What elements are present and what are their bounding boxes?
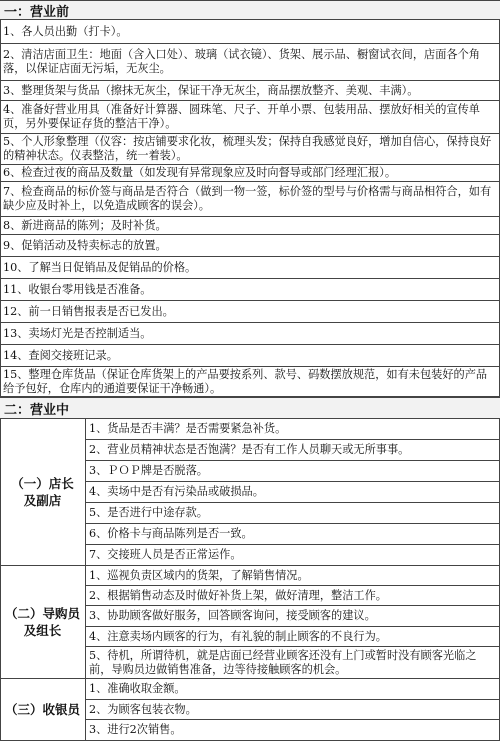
list-item: 5、待机，所谓待机，就是店面已经营业顾客还没有上门或暂时没有顾客光临之前，导购员边做销售准备，边等待接触顾客的机会。 xyxy=(89,648,477,676)
list-item: 15、整理仓库货品（保证仓库货架上的产品要按系列、款号、码数摆放规范，如有未包装好的产品给予包好，仓库内的通道要保证干净畅通）。 xyxy=(3,367,488,395)
table-row xyxy=(86,606,500,627)
table-row xyxy=(86,419,500,440)
table-row xyxy=(86,679,500,700)
table-row xyxy=(0,182,500,217)
table-row xyxy=(86,482,500,503)
section-title: 一：营业前 xyxy=(4,4,70,20)
list-item: 10、了解当日促销品及促销品的价格。 xyxy=(3,260,197,274)
table-row xyxy=(0,20,500,44)
list-item: 12、前一日销售报表是否已发出。 xyxy=(3,304,174,318)
list-item: 13、卖场灯光是否控制适当。 xyxy=(3,326,152,340)
table-row xyxy=(86,503,500,524)
section-title: 二：营业中 xyxy=(4,402,70,418)
list-item: 7、交接班人员是否正常运作。 xyxy=(89,548,242,561)
table-row xyxy=(0,345,500,367)
list-item: 1、货品是否丰满？是否需要紧急补货。 xyxy=(89,422,287,435)
table-row xyxy=(0,323,500,345)
table-row xyxy=(0,279,500,301)
table-row xyxy=(0,44,500,81)
table-row xyxy=(86,647,500,679)
list-item: 7、检查商品的标价签与商品是否符合（做到一物一签，标价签的型号与价格需与商品相符合，如有缺少应及时补上，以免造成顾客的误会）。 xyxy=(3,185,492,212)
section-header-before-opening xyxy=(0,0,500,20)
table-row xyxy=(86,627,500,647)
table-row xyxy=(0,257,500,279)
table-row xyxy=(86,720,500,741)
group-label: （一）店长 及副店 xyxy=(11,476,74,508)
table-row xyxy=(86,524,500,545)
list-item: 11、收银台零用钱是否准备。 xyxy=(3,282,152,296)
group-label-cashier xyxy=(0,679,86,741)
list-item: 6、检查过夜的商品及数量（如发现有异常现象应及时向督导或部门经理汇报）。 xyxy=(3,166,397,179)
group-label-store-manager xyxy=(0,419,86,566)
table-row xyxy=(0,101,500,134)
table-row xyxy=(0,235,500,257)
list-item: 3、整理货架与货品（擦抹无灰尘，保证干净无灰尘，商品摆放整齐、美观、丰满）。 xyxy=(3,83,419,97)
list-item: 2、为顾客包装衣物。 xyxy=(89,702,197,716)
table-row xyxy=(86,700,500,720)
list-item: 1、巡视负责区域内的货架，了解销售情况。 xyxy=(89,568,309,582)
table-row xyxy=(0,81,500,101)
table-row xyxy=(0,217,500,235)
table-row xyxy=(86,566,500,586)
table-row xyxy=(0,165,500,182)
list-item: 9、促销活动及特卖标志的放置。 xyxy=(3,238,167,252)
table-row xyxy=(0,367,500,397)
list-item: 14、查阅交接班记录。 xyxy=(3,348,118,362)
list-item: 3、协助顾客做好服务，回答顾客询问，接受顾客的建议。 xyxy=(89,609,376,622)
list-item: 4、注意卖场内顾客的行为，有礼貌的制止顾客的不良行为。 xyxy=(89,629,387,643)
list-item: 1、各人员出勤（打卡）。 xyxy=(3,24,128,38)
list-item: 5、是否进行中途存款。 xyxy=(89,506,208,519)
list-item: 3、ＰＯＰ牌是否脱落。 xyxy=(89,464,208,477)
list-item: 2、营业员精神状态是否饱满？是否有工作人员聊天或无所事事。 xyxy=(89,443,410,456)
table-row xyxy=(0,301,500,323)
list-item: 2、清洁店面卫生：地面（含入口处）、玻璃（试衣镜）、货架、展示品、橱窗试衣间，店面各个角落，以保证店面无污垢，无灰尘。 xyxy=(3,48,480,75)
list-item: 4、卖场中是否有污染品或破损品。 xyxy=(89,485,264,498)
table-row xyxy=(86,440,500,461)
section-header-during-business xyxy=(0,397,500,419)
list-item: 4、准备好营业用具（准备好计算器、圆珠笔、尺子、开单小票、包装用品、摆放好相关的宣传单页，另外要保证存货的整洁干净）。 xyxy=(3,103,480,130)
list-item: 8、新进商品的陈列；及时补货。 xyxy=(3,218,167,232)
list-item: 2、根据销售动态及时做好补货上架，做好清理，整洁工作。 xyxy=(89,588,387,602)
group-label: （三）收银员 xyxy=(4,702,80,717)
table-row xyxy=(86,461,500,482)
group-label: （二）导购员 及组长 xyxy=(4,606,80,638)
table-row xyxy=(86,586,500,606)
list-item: 5、个人形象整理（仪容：按店铺要求化妆，梳理头发；保持自我感觉良好，增加自信心，保持良好的精神状态。仪表整洁，统一着装）。 xyxy=(3,135,492,162)
group-label-sales-guide xyxy=(0,566,86,679)
list-item: 6、价格卡与商品陈列是否一致。 xyxy=(89,527,253,540)
table-row xyxy=(86,545,500,566)
list-item: 1、准确收取金额。 xyxy=(89,682,186,695)
list-item: 3、进行2次销售。 xyxy=(89,723,182,736)
table-row xyxy=(0,134,500,165)
